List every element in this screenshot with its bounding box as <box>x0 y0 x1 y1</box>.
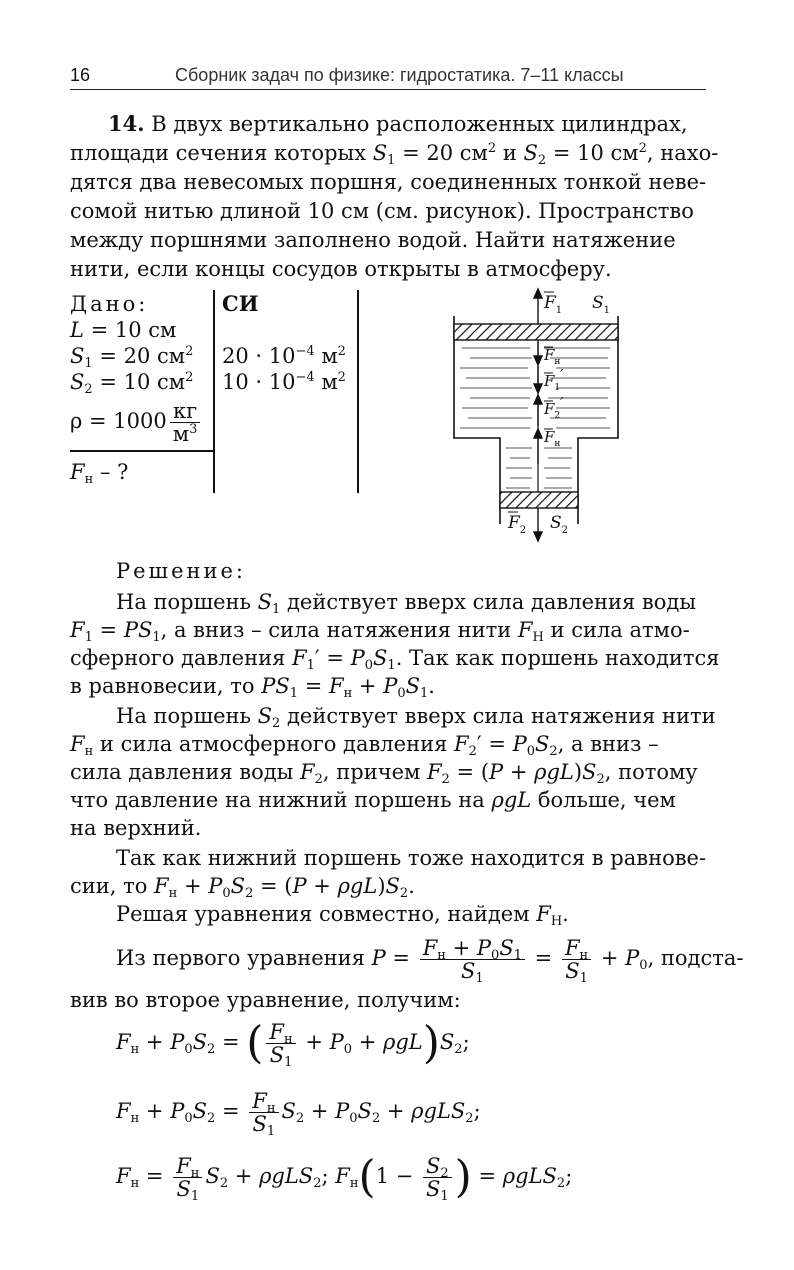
lower-piston <box>500 492 578 508</box>
header-title: Сборник задач по физике: гидростатика. 7–11 классы <box>175 65 624 85</box>
sol-line-8: что давление на нижний поршень на ρgL больше, чем <box>70 788 676 812</box>
si-S2: $10 \cdot 10^{-4}$ $м^2$ <box>222 370 346 394</box>
given-S2: $S_2 = 10$ $см^2$ <box>70 370 194 397</box>
sol-line-1: На поршень $S_1$ действует вверх сила давления воды <box>116 590 697 617</box>
label-S2: $S_2$ <box>550 513 569 536</box>
equation-3: $F_н$ = $\frac{F_н}{S_1}$ $S_2 + \rho gLS_2$; $F_н(1$ − $\frac{S_2}{S_1}$ ) = ρgLS$_2$; <box>116 1151 573 1204</box>
label-F2: $F_2$ <box>508 513 527 536</box>
label-F1-prime: $F_1'$ <box>544 366 564 393</box>
sol-line-10: Так как нижний поршень тоже находится в равнове- <box>116 846 707 870</box>
given-rho: ρ = 1000 $\frac{кг}{м^3}$ <box>70 400 203 445</box>
equation-1: $F_н + P_0S_2$ = ( $\frac{F_н}{S_1}$ + $P_0 + \rho gL)S_2$; <box>116 1017 470 1070</box>
given-L: L = 10 см <box>70 318 177 342</box>
sol-line-7: сила давления воды $F_2$, причем $F_2 = (P + \rho gL)S_2$, потому <box>70 760 698 787</box>
equation-2: $F_н + P_0S_2$ = $\frac{F_н}{S_1}$ $S_2 + P_0S_2 + \rho gLS_2$; <box>116 1089 481 1139</box>
sol-line-5: На поршень $S_2$ действует вверх сила натяжения нити <box>116 704 716 731</box>
problem-line-1: 14. В двух вертикально расположенных цилиндрах, <box>108 111 688 136</box>
problem-line-2: площади сечения которых $S_1 = 20$ $см^2$ и $S_2 = 10$ $см^2$, нахо- <box>70 141 719 168</box>
given-S1: $S_1 = 20$ $см^2$ <box>70 344 194 371</box>
sol-line-3: сферного давления $F_1' = P_0S_1$. Так как поршень находится <box>70 646 720 673</box>
label-F1: $F_1$ <box>544 293 563 316</box>
problem-line-3: дятся два невесомых поршня, соединенных тонкой неве- <box>70 170 707 194</box>
sol-line-12: Решая уравнения совместно, найдем $F_Н$. <box>116 902 569 929</box>
si-S1: $20 \cdot 10^{-4}$ $м^2$ <box>222 344 346 368</box>
running-header <box>70 63 706 90</box>
label-S1: $S_1$ <box>592 293 611 316</box>
upper-piston <box>454 324 618 340</box>
label-Fn-upper: $F_н$ <box>544 346 561 367</box>
sol-line-2: $F_1 = PS_1$, а вниз – сила натяжения нити $F_Н$ и сила атмо- <box>70 618 690 645</box>
solution-label: Решение: <box>116 559 247 583</box>
problem-line-5: между поршнями заполнено водой. Найти натяжение <box>70 228 676 252</box>
problem-line-6: нити, если концы сосудов открыты в атмосферу. <box>70 257 612 281</box>
problem-line-4: сомой нитью длиной 10 см (см. рисунок). Пространство <box>70 199 694 223</box>
sol-line-11: сии, то $F_н + P_0S_2 = (P + \rho gL)S_2$. <box>70 874 415 901</box>
sol-line-14: вив во второе уравнение, получим: <box>70 988 461 1012</box>
sol-line-6: $F_н$ и сила атмосферного давления $F_2' = P_0S_2$, а вниз – <box>70 732 659 759</box>
sol-line-4: в равновесии, то $PS_1 = F_н + P_0S_1$. <box>70 674 435 701</box>
given-label: Дано: <box>70 292 149 316</box>
page-number: 16 <box>70 65 91 85</box>
given-table <box>70 290 370 495</box>
si-label: СИ <box>222 291 259 316</box>
sol-line-13: Из первого уравнения P = $\frac{F_н + P_0S_1}{S_1}$ = $\frac{F_н}{S_1}$ + $P_0$, подста- <box>116 936 744 986</box>
find-Fn: $F_н$ – ? <box>70 460 129 487</box>
water-lines <box>460 348 610 488</box>
label-F2-prime: $F_2'$ <box>544 394 564 421</box>
pistons-figure <box>440 286 640 546</box>
label-Fn-lower: $F_н$ <box>544 428 561 449</box>
sol-line-9: на верхний. <box>70 816 202 840</box>
